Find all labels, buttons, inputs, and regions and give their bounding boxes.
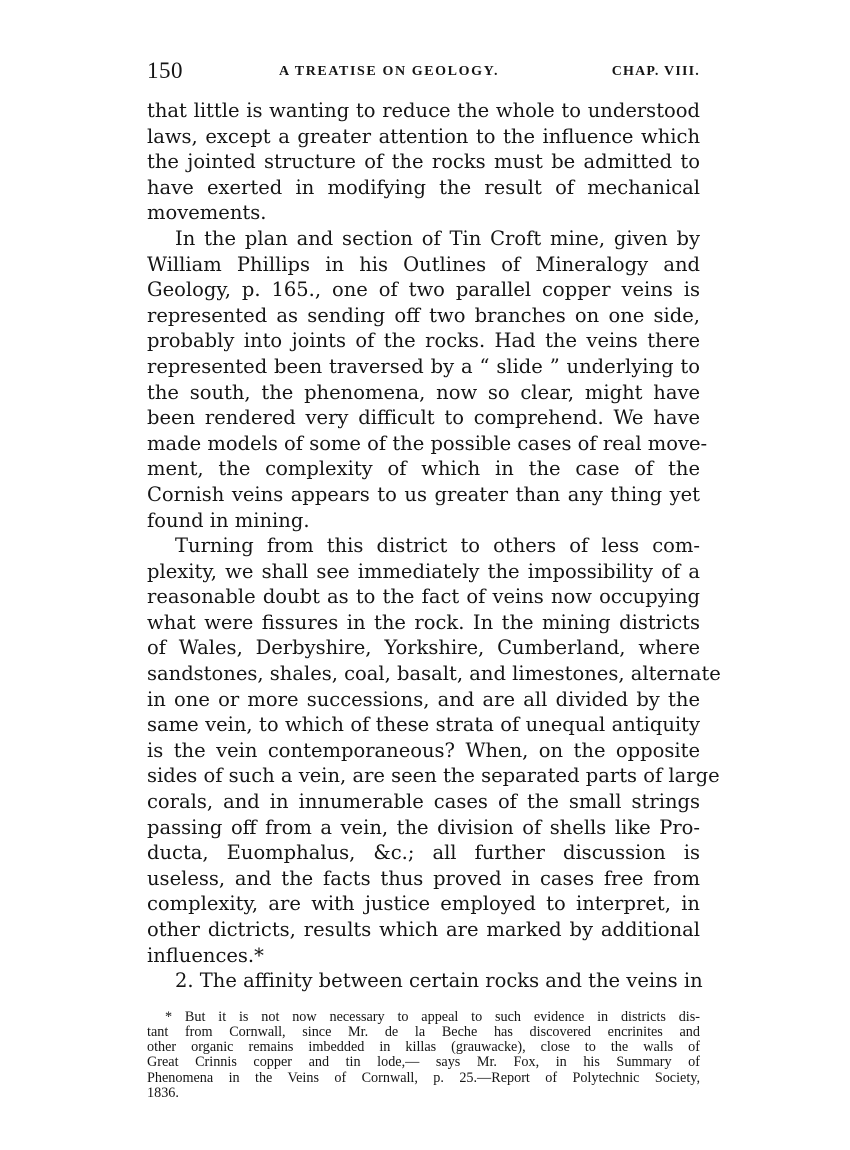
chapter-label: CHAP. VIII. [611,64,700,79]
text-line: ment, the complexity of which in the case of the [147,457,700,481]
footnote-line: Phenomena in the Veins of Cornwall, p. 25.—Report of Polytechnic Society, [147,1069,700,1086]
text-line: movements. [147,201,267,225]
text-line: passing off from a vein, the division of shells like Pro- [147,815,700,839]
body-text [147,98,721,994]
footnote-line: tant from Cornwall, since Mr. de la Beche has discovered encrinites and [147,1023,700,1040]
text-line: the jointed structure of the rocks must be admitted to [147,150,700,174]
text-line: of Wales, Derbyshire, Yorkshire, Cumberland, where [147,636,700,660]
text-line: complexity, are with justice employed to interpret, in [147,892,700,916]
text-line: same vein, to which of these strata of unequal antiquity [147,713,700,737]
text-line: is the vein contemporaneous? When, on the opposite [147,738,700,762]
text-line: corals, and in innumerable cases of the small strings [147,790,700,814]
text-line: Turning from this district to others of less com- [175,534,700,558]
text-line: represented been traversed by a “ slide ” underlying to [147,354,700,378]
footnote-line: * But it is not now necessary to appeal to such evidence in districts dis- [165,1008,700,1025]
running-title: A TREATISE ON GEOLOGY. [279,64,500,79]
footnote-line: other organic remains imbedded in killas (grauwacke), close to the walls of [147,1039,700,1056]
text-line: other dictricts, results which are marked by additional [147,918,700,941]
text-line: influences.* [147,943,264,967]
text-line: probably into joints of the rocks. Had the veins there [147,329,700,353]
text-line: found in mining. [147,508,310,532]
page-number: 150 [147,58,183,83]
text-line: Cornish veins appears to us greater than any thing yet [147,482,700,506]
text-line: that little is wanting to reduce the whole to understood [147,99,700,122]
text-line: In the plan and section of Tin Croft mine, given by [175,226,700,250]
text-line: laws, except a greater attention to the influence which [147,124,700,148]
text-line: been rendered very difficult to comprehend. We have [147,406,700,430]
text-line: Geology, p. 165., one of two parallel copper veins is [147,278,700,302]
text-line: made models of some of the possible cases of real move- [147,431,708,455]
text-line: William Phillips in his Outlines of Mineralogy and [147,252,700,276]
text-line: plexity, we shall see immediately the impossibility of a [147,559,700,583]
footnote-line: 1836. [147,1084,179,1101]
text-line: represented as sending off two branches on one side, [147,303,700,327]
text-line: sides of such a vein, are seen the separated parts of large [147,764,720,788]
footnote-line: Great Crinnis copper and tin lode,— says Mr. Fox, in his Summary of [147,1054,700,1071]
footnote [147,1010,700,1101]
book-page [147,58,721,1101]
text-line: sandstones, shales, coal, basalt, and limestones, alternate [147,662,721,686]
text-line: what were fissures in the rock. In the mining districts [147,610,700,634]
text-line: reasonable doubt as to the fact of veins now occupying [147,585,700,609]
text-line: the south, the phenomena, now so clear, might have [147,380,700,404]
running-header [147,58,700,88]
text-line: useless, and the facts thus proved in cases free from [147,866,700,890]
text-line: have exerted in modifying the result of mechanical [147,175,700,199]
text-line: 2. The affinity between certain rocks and the veins in [175,969,703,993]
text-line: in one or more successions, and are all divided by the [147,687,700,711]
text-line: ducta, Euomphalus, &c.; all further discussion is [147,841,700,865]
